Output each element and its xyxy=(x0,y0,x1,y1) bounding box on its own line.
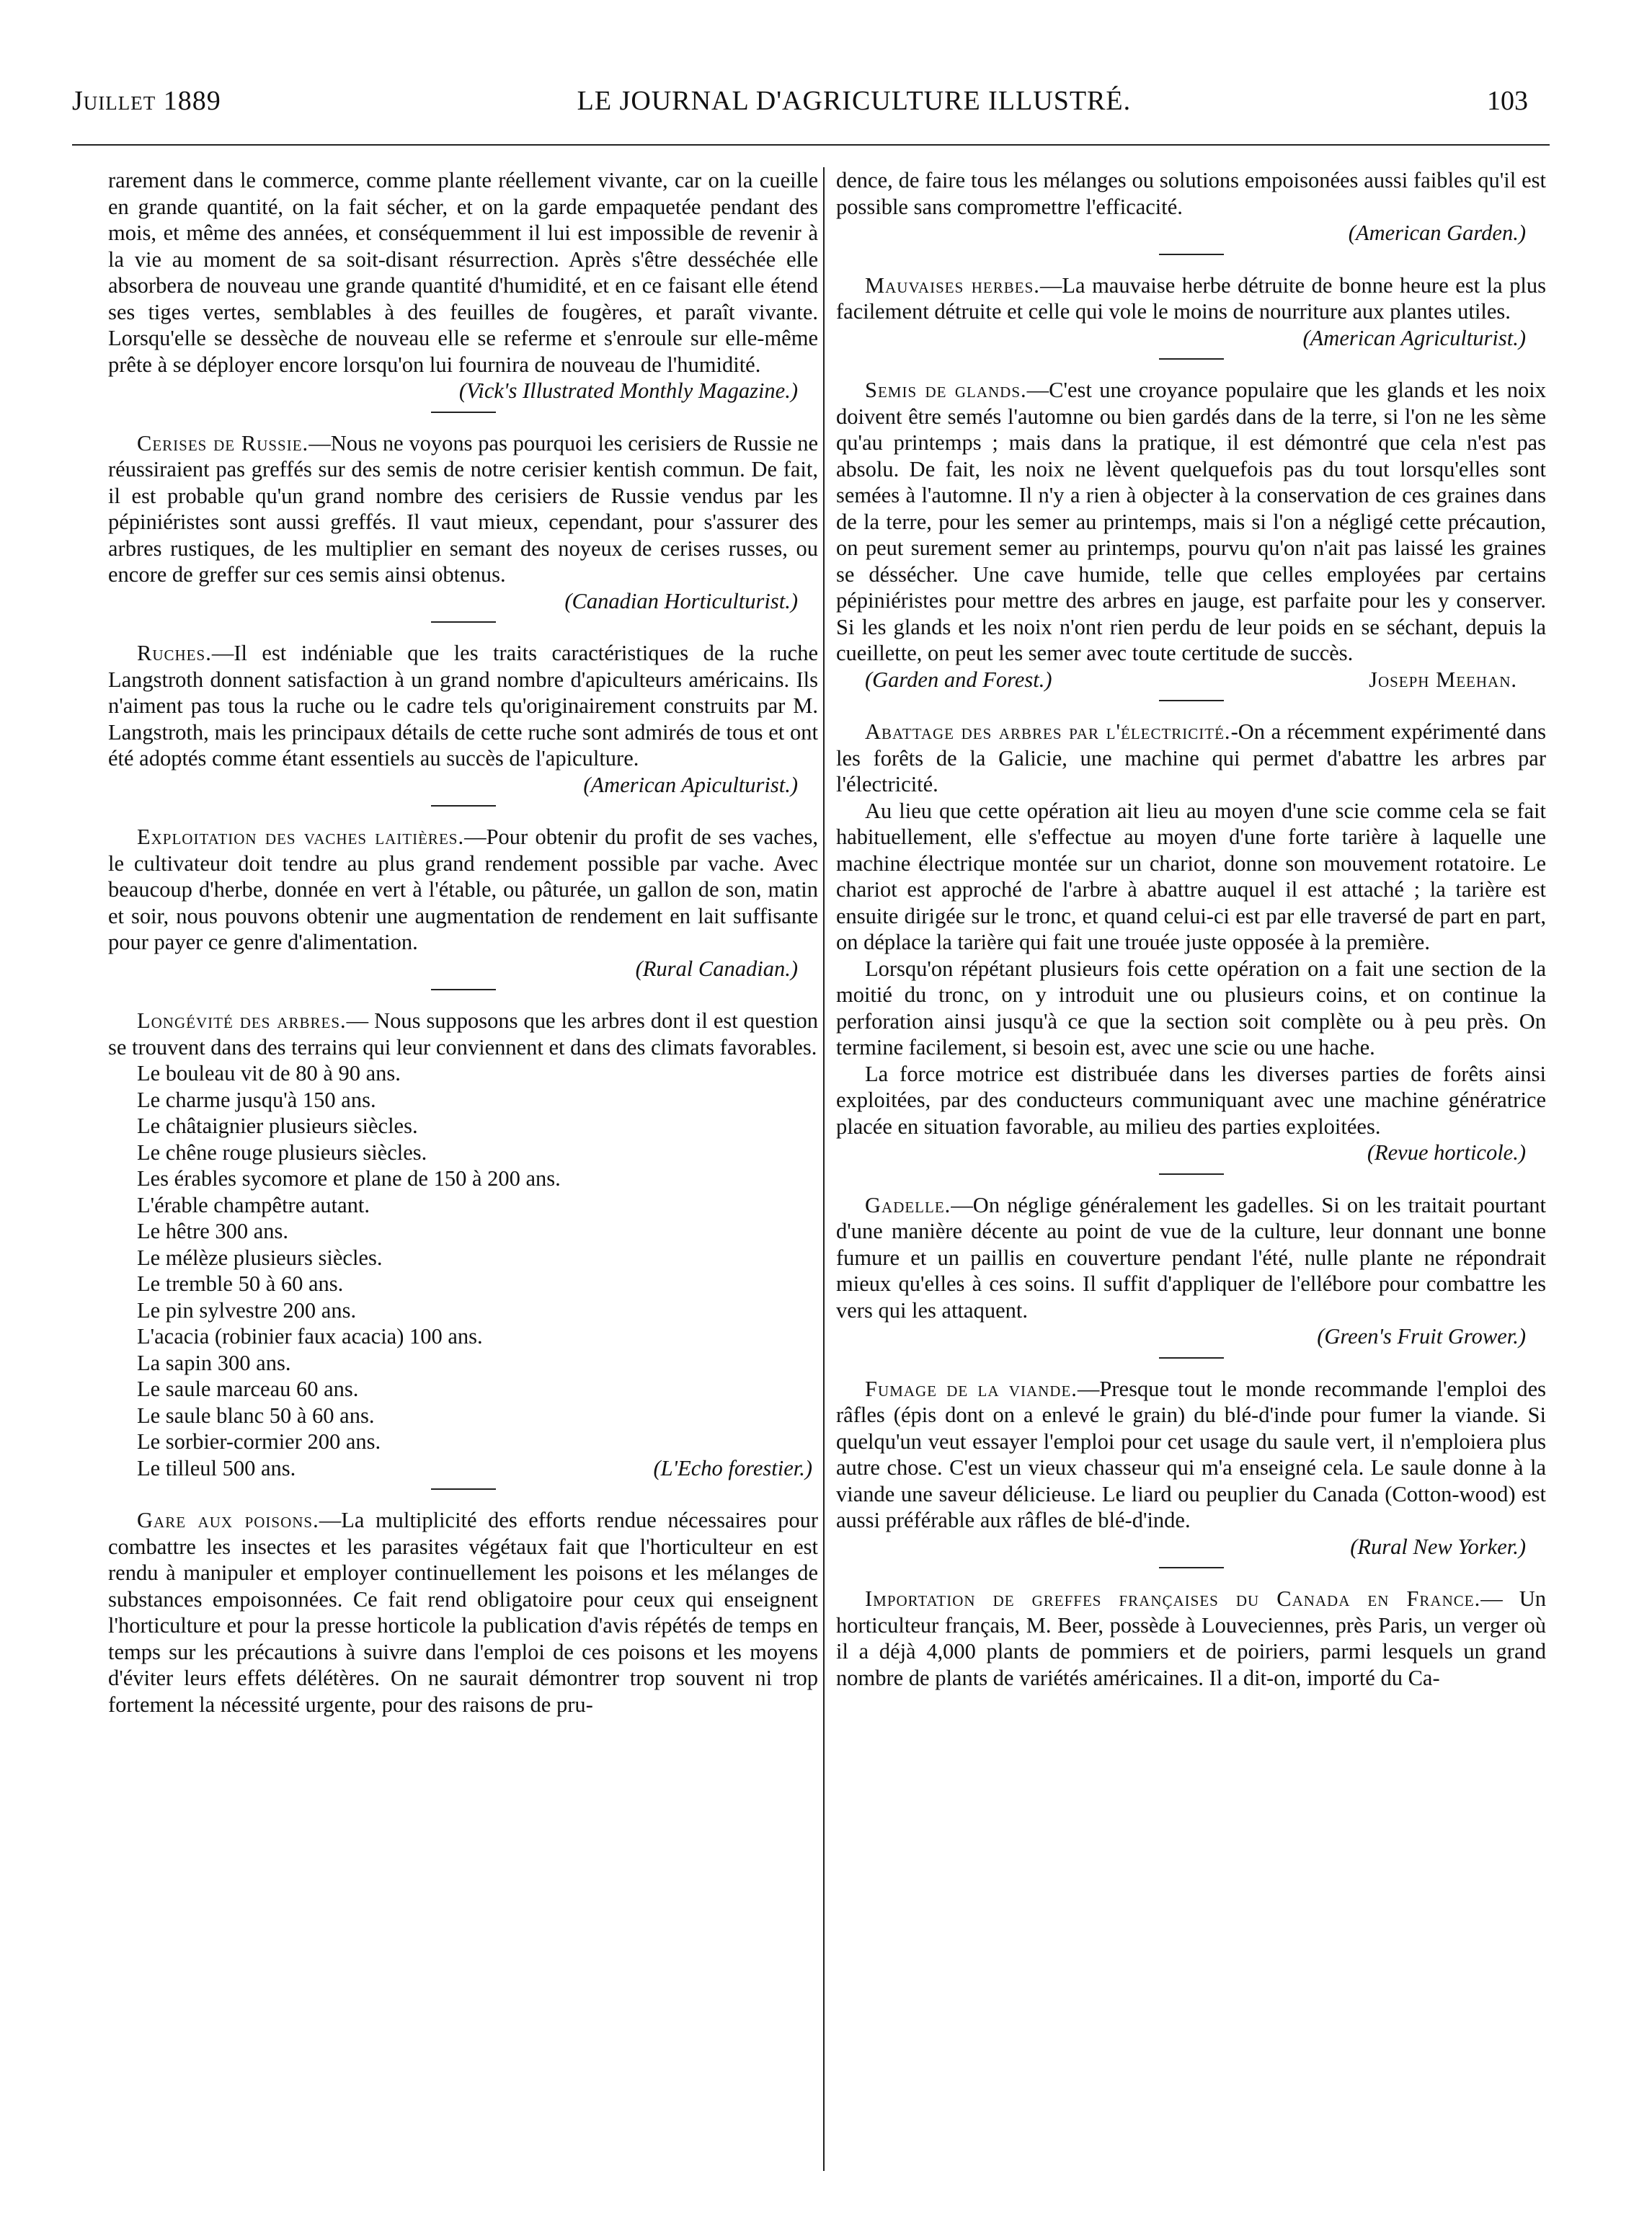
article-cerises-de-russie xyxy=(108,430,818,615)
article-paragraph: La force motrice est distribuée dans les diverses parties de forêts ainsi exploitées, par des conducteurs communiquant avec une machine génératrice placée en situation favorable, au milieu des parties exploitées. xyxy=(836,1061,1546,1139)
article-abattage-electricite xyxy=(836,719,1546,1166)
list-item: Le pin sylvestre 200 ans. xyxy=(137,1297,357,1323)
article-gare-aux-poisons-continued xyxy=(836,167,1546,247)
article-body: —Pour obtenir du profit de ses vaches, le cultivateur doit tendre au plus grand rendement possible par vache. Avec beaucoup d'herbe, donnée en vert à l'étable, ou pâturée, un gallon de son, matin et soir, nous pouvons obtenir une augmentation de rendement en lait suffisante pour payer ce genre d'alimentation. xyxy=(108,825,818,954)
list-item: Les érables sycomore et plane de 150 à 200 ans. xyxy=(137,1166,561,1191)
article-source: (American Agriculturist.) xyxy=(1302,325,1526,350)
article-heading: Abattage des arbres par l'électricité. xyxy=(865,719,1231,744)
article-separator xyxy=(1159,1173,1224,1175)
article-source: (American Apiculturist.) xyxy=(583,772,798,797)
article-heading: Gare aux poisons. xyxy=(137,1508,319,1532)
page-header xyxy=(72,85,1528,121)
author-signature: Joseph Meehan. xyxy=(1369,667,1517,692)
article-paragraph: Lorsqu'on répétant plusieurs fois cette opération on a fait une section de la moitié du tronc, on y introduit une ou plusieurs coins, et on continue la perforation ainsi jusqu'à ce que la section soit complète ou à peu près. On termine facilement, si besoin est, avec une scie ou une hache. xyxy=(836,956,1546,1060)
article-semis-de-glands xyxy=(836,377,1546,693)
article-separator xyxy=(431,1488,496,1490)
article-source: (Rural Canadian.) xyxy=(635,956,798,981)
list-item: Le chêne rouge plusieurs siècles. xyxy=(137,1140,427,1165)
article-ruches xyxy=(108,640,818,798)
list-item: Le charme jusqu'à 150 ans. xyxy=(137,1087,376,1112)
article-body: — Un horticulteur français, M. Beer, possède à Louveciennes, près Paris, un verger où il a déjà 4,000 plants de pommiers et de poiriers, parmi lesquels un grand nombre de plants de variétés américaines. Il a dit-on, importé du Ca- xyxy=(836,1586,1547,1690)
article-body: dence, de faire tous les mélanges ou solutions empoisonées aussi faibles qu'il est possible sans compromettre l'efficacité. xyxy=(836,168,1546,219)
source-signature-line xyxy=(836,667,1546,693)
list-item: Le bouleau vit de 80 à 90 ans. xyxy=(137,1061,401,1085)
article-separator xyxy=(431,621,496,623)
article-source: (Rural New Yorker.) xyxy=(1350,1534,1526,1559)
article-heading: Gadelle. xyxy=(865,1192,951,1217)
article-body: —C'est une croyance populaire que les glands et les noix doivent être semés l'automne ou bien gardés dans de la terre, si l'on ne les sème qu'au printemps ; mais dans la pratique, il est démontré que cela n'est pas absolu. De fait, les noix ne lèvent quelquefois pas du tout lorsqu'elles sont semées à l'automne. Il n'y a rien à objecter à la conservation de ces graines dans de la terre, pour les semer au printemps, mais si l'on a négligé cette précaution, on peut surement semer au printemps, pourvu qu'on n'ait pas laissé les graines se déssécher. Une cave humide, telle que celles employées par certains pépiniéristes pour mettre des arbres en jauge, est parfaite pour les y conserver. Si les glands et les noix n'ont rien perdu de leur poids en se séchant, depuis la cueillette, on peut les semer avec toute certitude de succès. xyxy=(836,378,1546,665)
journal-title: LE JOURNAL D'AGRICULTURE ILLUSTRÉ. xyxy=(577,86,1132,116)
article-separator xyxy=(1159,254,1224,255)
article-body: -On a récemment expérimenté dans les forêts de la Galicie, une machine qui permet d'abattre les arbres par l'électricité. xyxy=(836,719,1546,796)
article-heading: Ruches. xyxy=(137,641,212,665)
article-gare-aux-poisons xyxy=(108,1507,818,1718)
article-separator xyxy=(1159,1567,1224,1568)
article-separator xyxy=(1159,1357,1224,1359)
list-item: L'érable champêtre autant. xyxy=(137,1192,370,1217)
list-item: L'acacia (robinier faux acacia) 100 ans. xyxy=(137,1324,483,1349)
article-separator xyxy=(431,989,496,990)
article-source: (Vick's Illustrated Monthly Magazine.) xyxy=(458,378,798,403)
article-heading: Exploitation des vaches laitières. xyxy=(137,825,465,849)
list-item-text: Le tilleul 500 ans. xyxy=(137,1455,296,1480)
article-body: —Presque tout le monde recommande l'emploi des râfles (épis dont on a enlevé le grain) du blé-d'inde pour fumer la viande. Si quelqu'un veut essayer l'emploi pour cet usage du saule vert, il n'emploiera plus autre chose. C'est un vieux chasseur qui m'a enseigné cela. Le saule donne à la viande une saveur délicieuse. Le liard ou peuplier du Canada (Cotton-wood) est aussi préférable aux râfles de blé-d'inde. xyxy=(836,1376,1547,1532)
article-separator xyxy=(431,805,496,807)
article-source: (Revue horticole.) xyxy=(1367,1140,1526,1165)
article-source: (American Garden.) xyxy=(1348,221,1526,245)
list-item: Le saule blanc 50 à 60 ans. xyxy=(137,1403,375,1428)
article-body: —Il est indéniable que les traits caractéristiques de la ruche Langstroth donnent satisfaction à un grand nombre d'apiculteurs américains. Ils n'aiment pas tous la ruche ou le cadre tels qu'originairement construits par M. Langstroth, mais les principaux détails de cette ruche sont admirés de tous et ont été adoptés comme étant essentiels au succès de l'apiculture. xyxy=(108,641,818,770)
article-mauvaises-herbes xyxy=(836,272,1546,352)
article-source: (Garden and Forest.) xyxy=(865,667,1052,692)
article-body: —Nous ne voyons pas pourquoi les cerisiers de Russie ne réussiraient pas greffés sur des semis de notre cerisier kentish commun. De fait, il est probable qu'un grand nombre des cerisiers de Russie vendus par les pépiniéristes sont aussi greffés. Il vaut mieux, cependant, pour s'assurer des arbres rustiques, de les multiplier en semant des noyeux de cerises russes, ou encore de greffer sur ces semis ainsi obtenus. xyxy=(108,430,818,587)
list-item: Le châtaignier plusieurs siècles. xyxy=(137,1114,418,1138)
right-column xyxy=(836,167,1546,1691)
article-separator xyxy=(431,412,496,413)
tree-age-list xyxy=(108,1060,818,1481)
article-importation-greffes xyxy=(836,1586,1546,1691)
list-item: Le hêtre 300 ans. xyxy=(137,1219,289,1243)
article-source: (Green's Fruit Grower.) xyxy=(1317,1324,1526,1349)
list-item: Le sorbier-cormier 200 ans. xyxy=(137,1429,381,1454)
article-separator xyxy=(1159,700,1224,701)
page-number: 103 xyxy=(1486,86,1528,116)
article-heading: Fumage de la viande. xyxy=(865,1376,1078,1401)
article-body: —La mauvaise herbe détruite de bonne heure est la plus facilement détruite et celle qui vole le moins de nourriture aux plantes utiles. xyxy=(836,272,1546,324)
article-separator xyxy=(1159,358,1224,360)
column-divider xyxy=(823,167,825,2171)
article-heading: Semis de glands. xyxy=(865,378,1027,402)
article-fumage-de-la-viande xyxy=(836,1376,1546,1560)
list-item: La sapin 300 ans. xyxy=(137,1350,291,1375)
article-longevite-des-arbres xyxy=(108,1008,818,1481)
article-vaches-laitieres xyxy=(108,824,818,982)
list-item: Le mélèze plusieurs siècles. xyxy=(137,1245,383,1270)
issue-date: Juillet 1889 xyxy=(72,86,221,116)
list-item xyxy=(137,1455,818,1482)
article-heading: Longévité des arbres. xyxy=(137,1008,347,1033)
article-source: (Canadian Horticulturist.) xyxy=(564,588,798,613)
article-heading: Mauvaises herbes. xyxy=(865,272,1040,298)
list-item: Le saule marceau 60 ans. xyxy=(137,1377,359,1401)
article-heading: Cerises de Russie. xyxy=(137,430,309,456)
article-body: —On néglige généralement les gadelles. Si on les traitait pourtant d'une manière décente au point de vue de la culture, leur donnant une bonne fumure et un paillis en couverture pendant l'été, nulle plante ne répondrait mieux qu'elles à ces soins. Il suffit d'appliquer de l'ellébore pour combattre les vers qui les attaquent. xyxy=(836,1192,1546,1323)
article-body: rarement dans le commerce, comme plante réellement vivante, car on la cueille en grande quantité, on la fait sécher, et on la garde empaquetée pendant des mois, et même des années, et conséquemment il lui est impossible de revenir à la vie au moment de sa soit-disant résurrection. Après s'être desséchée elle absorbera de nouveau une grande quantité d'humidité, et en ce faisant elle étend ses tiges vertes, semblables à des feuilles de fougères, et paraît vivante. Lorsqu'elle se dessèche de nouveau elle se referme et s'enroule sur elle-même prête à se déployer encore lorsqu'on lui fournira de nouveau de l'humidité. xyxy=(108,168,818,377)
article-intro-continued xyxy=(108,167,818,404)
article-body: — Nous supposons que les arbres dont il est question se trouvent dans des terrains qui leur conviennent et dans des climats favorables. xyxy=(108,1008,818,1060)
article-body: —La multiplicité des efforts rendue nécessaires pour combattre les insectes et les parasites végétaux fait que l'horticulteur en est rendu à manipuler et employer continuellement les poisons et les mélanges de substances empoisonnées. Ce fait rend obligatoire pour ceux qui enseignent l'horticulture et pour la presse horticole la publication d'avis répétés de temps en temps sur les précautions à suivre dans l'emploi de ces poisons et les moyens d'éviter leurs effets délétères. On ne saurait démontrer trop souvent ni trop fortement la nécessité urgente, pour des raisons de pru- xyxy=(108,1508,818,1717)
article-paragraph: Au lieu que cette opération ait lieu au moyen d'une scie comme cela se fait habituellement, elle s'effectue au moyen d'une forte tarière à laquelle une machine électrique montée sur un chariot, donne son mouvement rotatoire. Le chariot est approché de l'arbre à abattre auquel il est attaché ; la tarière est ensuite dirigée sur le tronc, et quand celui-ci est par elle traversé de part en part, on déplace la tarière qui fait une trouée juste opposée à la première. xyxy=(836,798,1546,954)
article-source: (L'Echo forestier.) xyxy=(653,1455,812,1480)
list-item: Le tremble 50 à 60 ans. xyxy=(137,1271,344,1296)
left-column xyxy=(108,167,818,1718)
header-rule xyxy=(72,144,1550,146)
article-gadelle xyxy=(836,1192,1546,1350)
article-heading: Importation de greffes françaises du Canada en France. xyxy=(865,1586,1481,1611)
